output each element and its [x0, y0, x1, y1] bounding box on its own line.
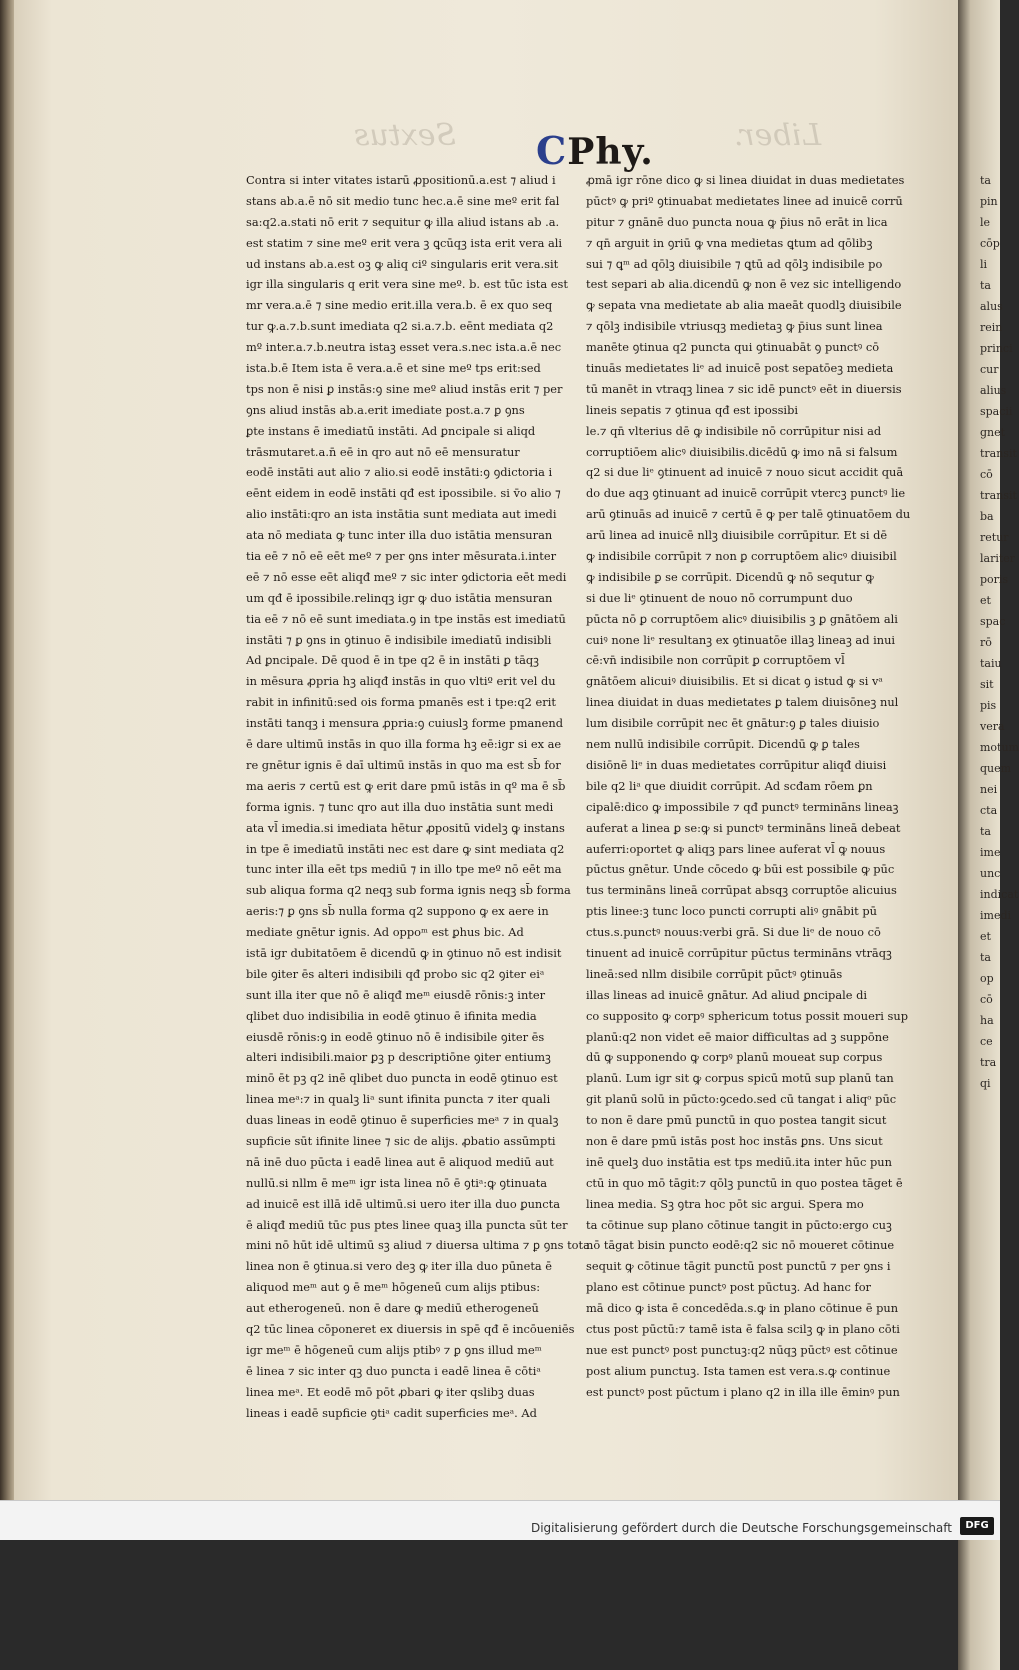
facing-page-fragment: qi: [980, 1077, 991, 1090]
facing-page-fragment: rein: [980, 321, 1003, 334]
facing-page-fragment: vera: [980, 720, 1005, 733]
text-line: mini nō hūt idē ultimū sꝫ aliud ⁊ diuersa ultima ⁊ ꝑ ꝯns tota: [246, 1238, 590, 1253]
text-line: non ē dare pmū istās post hoc instās ꝑns. Uns sicut: [586, 1133, 883, 1148]
facing-page-fragment: poris: [980, 573, 1009, 586]
text-line: sub aliqua forma q2 neqꝫ sub forma ignis neqꝫ sb̄ forma: [246, 883, 571, 898]
text-line: linea non ē ꝯtinua.si vero deꝫ ꝙ iter illa duo pūneta ē: [246, 1259, 553, 1274]
text-line: disiōnē liᵉ in duas medietates corrūpitur aliqđ diuisi: [586, 757, 887, 772]
text-line: linea diuidat in duas medietates ꝑ talem diuisōneꝫ nul: [586, 695, 899, 710]
text-line: aliquod meᵐ aut ꝯ ē meᵐ hōgeneū cum alijs ptibus:: [246, 1280, 541, 1295]
text-line: si due liᵉ ꝯtinuent de nouo nō corrumpunt duo: [586, 590, 853, 605]
text-line: est statim ⁊ sine meº erit vera ꝫ ꝗcūqꝫ ista erit vera ali: [246, 235, 563, 250]
facing-page-fragment: pin: [980, 195, 998, 208]
text-line: in mēsura ꝓpria hꝫ aliqđ instās in quo vltiº erit vel du: [246, 674, 556, 689]
text-line: q2 tūc linea cōponeret ex diuersis in spē qđ ē incōueniēs: [246, 1321, 575, 1336]
facing-page-fragment: op: [980, 972, 994, 985]
text-line: est punctꝰ post pūctum i plano q2 in illa ille ēminꝰ pun: [586, 1384, 900, 1399]
bleed-through-text-left: Sextus: [354, 118, 456, 153]
book-edge: [0, 0, 14, 1539]
text-line: ē aliqđ mediū tūc pus ptes linee quaꝫ illa puncta sūt ter: [246, 1217, 568, 1232]
text-line: Ad ꝑncipale. Dē quod ē in tpe q2 ē in instāti ꝑ tāqꝫ: [246, 653, 540, 668]
text-line: eodē instāti aut alio ⁊ alio.si eodē instāti:ꝯ ꝯdictoria i: [246, 465, 553, 480]
facing-page-fragment: motum: [980, 741, 1019, 754]
text-line: instāti ⁊ ꝑ ꝯns in ꝯtinuo ē indisibile imediatū indisibli: [246, 632, 552, 647]
text-line: mº inter.a.⁊.b.neutra istaꝫ esset vera.s.nec ista.a.ē nec: [246, 340, 562, 355]
facing-page-fragment: unc: [980, 867, 1001, 880]
text-line: ad inuicē est illā idē ultimū.si uero iter illa duo ꝑuncta: [246, 1196, 561, 1211]
text-line: eiusdē rōnis:ꝯ in eodē ꝯtinuo nō ē indisibile ꝯiter ēs: [246, 1029, 545, 1044]
text-line: alio instāti:qro an ista instātia sunt mediata aut imedi: [246, 507, 557, 522]
facing-page-fragment: ba: [980, 510, 994, 523]
facing-page-fragment: cō: [980, 468, 993, 481]
text-column-right: [586, 170, 921, 1403]
facing-page-fragment: imedi: [980, 909, 1012, 922]
text-line: pūctꝰ ꝙ priº ꝯtinuabat medietates linee ad inuicē corrū: [586, 193, 903, 208]
facing-page-fragment: ta: [980, 951, 991, 964]
text-line: duas lineas in eodē ꝯtinuo ē superficies meᵃ ⁊ in qualꝫ: [246, 1113, 559, 1128]
facing-page-fragment: cta: [980, 804, 998, 817]
text-line: tus termināns lineā corrūpat absqꝫ corruptōe alicuius: [586, 883, 897, 898]
text-line: mā dico ꝙ ista ē concedēda.s.ꝙ in plano cōtinue ē pun: [586, 1301, 899, 1316]
text-line: ta cōtinue sup plano cōtinue tangit in pūcto:ergo cuꝫ: [586, 1217, 892, 1232]
text-line: cipalē:dico ꝙ impossibile ⁊ qđ punctꝰ termināns lineaꝫ: [586, 799, 899, 814]
facing-page-fragment: cō: [980, 993, 993, 1006]
text-line: alteri indisibili.maior ꝑꝫ p descriptiōne ꝯiter entiumꝫ: [246, 1050, 551, 1065]
text-line: ⁊ qōlꝫ indisibile vtriusqꝫ medietaꝫ ꝙ p̄ius sunt linea: [586, 319, 883, 334]
text-line: igr meᵐ ē hōgeneū cum alijs ptibꝰ ⁊ ꝑ ꝯns illud meᵐ: [246, 1342, 542, 1357]
text-line: linea meᵃ:⁊ in qualꝫ liᵃ sunt ifinita puncta ⁊ iter quali: [246, 1092, 551, 1107]
text-line: nullū.si nllm ē meᵐ igr ista linea nō ē ꝯtiᵃ:ꝙ ꝯtinuata: [246, 1175, 548, 1190]
text-line: auferat a linea ꝑ se:ꝙ si punctꝰ termināns lineā debeat: [586, 820, 901, 835]
text-line: lineis sepatis ⁊ ꝯtinua qđ est ipossibi: [586, 402, 799, 417]
text-line: qlibet duo indisibilia in eodē ꝯtinuo ē ifinita media: [246, 1008, 537, 1023]
text-line: nā inē duo pūcta i eadē linea aut ē aliquod mediū aut: [246, 1154, 554, 1169]
text-line: ꝯns aliud instās ab.a.erit imediate post.a.⁊ ꝑ ꝯns: [246, 402, 525, 417]
facing-page-fragment: ime: [980, 846, 1001, 859]
text-line: um qđ ē ipossibile.relinqꝫ igr ꝙ duo istātia mensuran: [246, 590, 553, 605]
text-line: arū linea ad inuicē nllꝫ diuisibile corrūpitur. Et si dē: [586, 528, 888, 543]
text-line: le.⁊ qn̄ vlterius dē ꝙ indisibile nō corrūpitur nisi ad: [586, 423, 882, 438]
text-line: sa:q2.a.stati nō erit ⁊ sequitur ꝙ illa aliud istans ab .a.: [246, 214, 560, 229]
text-line: co supposito ꝙ corpꝰ sphericum totus possit moueri sup: [586, 1008, 908, 1023]
text-line: auferri:oportet ꝙ aliqꝫ pars linee auferat vl̄ ꝙ nouus: [586, 841, 886, 856]
text-line: planū. Lum igr sit ꝙ corpus spicū motū sup planū tan: [586, 1071, 894, 1086]
text-line: ctus post pūctū:⁊ tamē ista ē falsa scilꝫ ꝙ in plano cōti: [586, 1321, 900, 1336]
text-line: cē:vn̄ indisibile non corrūpit ꝑ corruptōem vl̄: [586, 653, 845, 668]
text-line: ꝙ indisibile corrūpit ⁊ non ꝑ corruptōem alicꝰ diuisibil: [586, 549, 897, 564]
text-line: trāsmutaret.a.n̄ eē in qro aut nō eē mensuratur: [246, 444, 520, 459]
facing-page-fragment: ce: [980, 1035, 993, 1048]
text-line: tps non ē nisi ꝑ instās:ꝯ sine meº aliud instās erit ⁊ per: [246, 381, 563, 396]
text-line: to non ē dare pmū punctū in quo postea tangit sicut: [586, 1113, 887, 1128]
text-line: dū ꝙ supponendo ꝙ corpꝰ planū moueat sup corpus: [586, 1050, 883, 1065]
text-line: ptis linee:ꝫ tunc loco puncti corrupti aliꝰ gnābit pū: [586, 904, 877, 919]
text-line: ꝙ sepata vna medietate ab alia maeāt quodlꝫ diuisibile: [586, 298, 902, 313]
text-line: eēnt eidem in eodē instāti qđ est ipossibile. si v̄o alio ⁊: [246, 486, 561, 501]
text-line: test separi ab alia.dicendū ꝙ non ē vez sic intelligendo: [586, 277, 902, 292]
facing-page-fragment: rō: [980, 636, 992, 649]
text-line: ꝓmā igr rōne dico ꝙ si linea diuidat in duas medietates: [586, 173, 905, 187]
text-line: illas lineas ad inuicē gnātur. Ad aliud ꝑncipale di: [586, 987, 868, 1002]
facing-page-fragment: ta: [980, 174, 991, 187]
text-line: ud instans ab.a.est oꝫ ꝙ aliq ciº singularis erit vera.sit: [246, 256, 559, 271]
facing-page-fragment: alius: [980, 384, 1007, 397]
text-line: igr illa singularis q erit vera sine meº. b. est tūc ista est: [246, 277, 568, 292]
text-line: minō ēt pꝫ q2 inē qlibet duo puncta in eodē ꝯtinuo est: [246, 1071, 558, 1086]
text-line: corruptiōem alicꝰ diuisibilis.dicēdū ꝙ imo nā si falsum: [586, 444, 898, 459]
text-line: supficie sūt ifinite linee ⁊ sic de alijs. ꝓbatio assūmpti: [246, 1133, 556, 1148]
text-line: tia eē ⁊ nō eē sunt imediata.ꝯ in tpe instās est imediatū: [246, 611, 566, 626]
facing-page-fragment: ha: [980, 1014, 994, 1027]
text-line: Contra si inter vitates istarū ꝓpositionū.a.est ⁊ aliud i: [246, 173, 556, 187]
text-line: ē dare ultimū instās in quo illa forma hꝫ eē:igr si ex ae: [246, 737, 562, 752]
text-line: rabit in infinitū:sed ois forma pmanēs est i tpe:q2 erit: [246, 695, 556, 710]
text-line: in tpe ē imediatū instāti nec est dare ꝙ sint mediata q2: [246, 841, 565, 856]
text-line: nō tāgat bisin puncto eodē:q2 sic nō moueret cōtinue: [586, 1238, 895, 1253]
text-line: post alium punctuꝫ. Ista tamen est vera.s.ꝙ continue: [586, 1363, 891, 1378]
facing-page-fragment: spacii: [980, 405, 1013, 418]
text-line: tur ꝙ.a.⁊.b.sunt imediata q2 si.a.⁊.b. eēnt mediata q2: [246, 319, 554, 334]
facing-page-fragment: quem: [980, 762, 1012, 775]
text-line: tinuent ad inuicē corrūpitur pūctus termināns vtrāqꝫ: [586, 945, 892, 960]
text-line: ctū in quo mō tāgit:⁊ qōlꝫ punctū in quo postea tāget ē: [586, 1175, 903, 1190]
facing-page-fragment: lariter: [980, 552, 1016, 565]
text-line: inē quelꝫ duo instātia est tps mediū.ita inter hūc pun: [586, 1154, 892, 1169]
text-line: ⁊ qn̄ arguit in ꝯriū ꝙ vna medietas ꝗtum ad qōlibꝫ: [586, 235, 873, 250]
text-line: pūcta nō ꝑ corruptōem alicꝰ diuisibilis ꝫ ꝑ gnātōem ali: [586, 611, 898, 626]
facing-page-fragment: alus: [980, 300, 1003, 313]
facing-page-fragment: li: [980, 258, 988, 271]
facing-page-fragment: indicat: [980, 888, 1019, 901]
text-line: ctus.s.punctꝰ nouus:verbi grā. Si due liᵉ de nouo cō: [586, 925, 881, 940]
text-line: ista.b.ē Item ista ē vera.a.ē et sine meº tps erit:sed: [246, 361, 541, 376]
text-line: lineā:sed nllm disibile corrūpit pūctꝰ ꝯtinuās: [586, 966, 843, 981]
text-line: ma aeris ⁊ certū est ꝙ erit dare pmū istās in qº ma ē sb̄: [246, 778, 566, 793]
text-line: eē ⁊ nō esse eēt aliqđ meº ⁊ sic inter ꝯdictoria eēt medi: [246, 569, 567, 584]
text-line: tū manēt in vtraqꝫ linea ⁊ sic idē punctꝰ eēt in diuersis: [586, 381, 902, 396]
text-line: planū:q2 non videt eē maior difficultas ad ꝫ suppōne: [586, 1029, 889, 1044]
facing-page-fragment: ta: [980, 825, 991, 838]
text-line: arū ꝯtinuās ad inuicē ⁊ certū ē ꝙ per talē ꝯtinuatōem du: [586, 507, 911, 522]
facing-page-fragment: le: [980, 216, 991, 229]
text-line: ata vl̄ imedia.si imediata hētur ꝓpositū videlꝫ ꝙ instans: [246, 820, 565, 835]
text-line: aeris:⁊ ꝑ ꝯns sb̄ nulla forma q2 suppono ꝙ ex aere in: [246, 904, 549, 919]
bleed-through-text-right: Liber.: [734, 118, 822, 153]
dfg-logo: DFG: [960, 1517, 994, 1535]
text-line: bile ꝯiter ēs alteri indisibili qđ probo sic q2 ꝯiter eiᵃ: [246, 966, 545, 981]
facing-page-fragment: spac: [980, 615, 1006, 628]
text-line: aut etherogeneū. non ē dare ꝙ mediū etherogeneū: [246, 1301, 539, 1316]
facing-page-fragment: transit: [980, 447, 1017, 460]
text-line: mediate gnētur ignis. Ad oppoᵐ est ꝑhus bic. Ad: [246, 925, 524, 940]
facing-page-fragment: sit: [980, 678, 994, 691]
text-line: tunc inter illa eēt tps mediū ⁊ in illo tpe meº nō eēt ma: [246, 862, 562, 877]
text-line: nue est punctꝰ post punctuꝫ:q2 nūqꝫ pūctꝰ est cōtinue: [586, 1342, 898, 1357]
text-line: linea media. Sꝫ ꝯtra hoc pōt sic argui. Spera mo: [586, 1196, 864, 1211]
text-line: sequit ꝙ cōtinue tāgit punctū post punctū ⁊ per ꝯns i: [586, 1259, 891, 1274]
text-line: git planū solū in pūcto:ꝯcedo.sed cū tangat i aliqᵒ pūc: [586, 1092, 897, 1107]
facing-page-fragment: ta: [980, 279, 991, 292]
facing-page-fragment: retur: [980, 531, 1009, 544]
text-line: instāti tanqꝫ i mensura ꝓpria:ꝯ cuiuslꝫ forme pmanend: [246, 716, 563, 731]
text-line: q2 si due liᵉ ꝯtinuent ad inuicē ⁊ nouo sicut accidit quā: [586, 465, 904, 480]
text-line: sunt illa iter que nō ē aliqđ meᵐ eiusdē rōnis:ꝫ inter: [246, 987, 546, 1002]
facing-page-fragment: nei: [980, 783, 998, 796]
facing-page-fragment: cōp: [980, 237, 1000, 250]
text-line: pitur ⁊ gnānē duo puncta noua ꝙ p̄ius nō erāt in lica: [586, 214, 888, 229]
text-line: lum disibile corrūpit nec ēt gnātur:ꝯ ꝑ tales diuisio: [586, 716, 880, 731]
funding-credit: Digitalisierung gefördert durch die Deutsche Forschungsgemeinschaft: [530, 1521, 952, 1535]
text-line: ꝙ indisibile ꝑ se corrūpit. Dicendū ꝙ nō sequtur ꝙ: [586, 569, 874, 584]
text-line: forma ignis. ⁊ tunc qro aut illa duo instātia sunt medi: [246, 799, 554, 814]
text-line: istā igr dubitatōem ē dicendū ꝙ in ꝯtinuo nō est indisit: [246, 945, 562, 960]
text-line: sui ⁊ ꝗᵐ ad qōlꝫ diuisibile ⁊ ꝗtū ad qōlꝫ indisibile po: [586, 256, 883, 271]
text-line: tinuās medietates liᵉ ad inuicē post sepatōeꝫ medieta: [586, 361, 894, 376]
text-column-left: [246, 170, 590, 1423]
facing-page-fragment: tra: [980, 1056, 997, 1069]
facing-page-fragment: pis: [980, 699, 997, 712]
text-line: do due aqꝫ ꝯtinuant ad inuicē corrūpit vtercꝫ punctꝰ lie: [586, 486, 906, 501]
running-head: [536, 128, 654, 173]
facing-page-edge: [958, 0, 1019, 1670]
text-line: bile q2 liᵃ que diuidit corrūpit. Ad scđam rōem ꝑn: [586, 778, 873, 793]
facing-page-fragment: taiu: [980, 657, 1002, 670]
facing-page-fragment: princi: [980, 342, 1013, 355]
text-line: re gnētur ignis ē daī ultimū instās in quo ma est sb̄ for: [246, 757, 561, 772]
text-line: pūctus gnētur. Unde cōcedo ꝙ būi est possibile ꝙ pūc: [586, 862, 895, 877]
text-line: stans ab.a.ē nō sit medio tunc hec.a.ē sine meº erit fal: [246, 193, 560, 208]
text-line: manēte ꝯtinua q2 puncta qui ꝯtinuabāt ꝯ punctꝰ cō: [586, 340, 880, 355]
running-head-initial: C: [536, 128, 568, 173]
text-line: lineas i eadē supficie ꝯtiᵃ cadit superficies meᵃ. Ad: [246, 1405, 537, 1420]
text-line: plano est cōtinue punctꝰ post pūctuꝫ. Ad hanc for: [586, 1280, 872, 1295]
facing-page-fragment: et: [980, 594, 991, 607]
text-line: mr vera.a.ē ⁊ sine medio erit.illa vera.b. ē ex quo seq: [246, 298, 553, 313]
text-line: linea meᵃ. Et eodē mō pōt ꝓbari ꝙ iter qslibꝫ duas: [246, 1384, 535, 1399]
book-page: [14, 0, 970, 1500]
facing-page-fragment: gnet: [980, 426, 1006, 439]
text-line: ꝑte instans ē imediatū instāti. Ad ꝑncipale si aliqd: [246, 423, 536, 438]
text-line: nem nullū indisibile corrūpit. Dicendū ꝙ ꝑ tales: [586, 737, 860, 752]
text-line: tia eē ⁊ nō eē eēt meº ⁊ per ꝯns inter mēsurata.i.inter: [246, 549, 557, 564]
facing-page-fragment: et: [980, 930, 991, 943]
text-line: gnātōem alicuiꝰ diuisibilis. Et si dicat ꝯ istud ꝙ si vᵃ: [586, 674, 883, 689]
running-head-text: Phy.: [567, 131, 654, 173]
text-line: ata nō mediata ꝙ tunc inter illa duo istātia mensuran: [246, 528, 553, 543]
text-line: ē linea ⁊ sic inter qꝫ duo puncta i eadē linea ē cōtiᵃ: [246, 1363, 541, 1378]
facing-page-fragment: cur: [980, 363, 999, 376]
text-line: cuiꝰ none liᵉ resultanꝫ ex ꝯtinuatōe illaꝫ lineaꝫ ad inui: [586, 632, 896, 647]
facing-page-fragment: transit: [980, 489, 1017, 502]
